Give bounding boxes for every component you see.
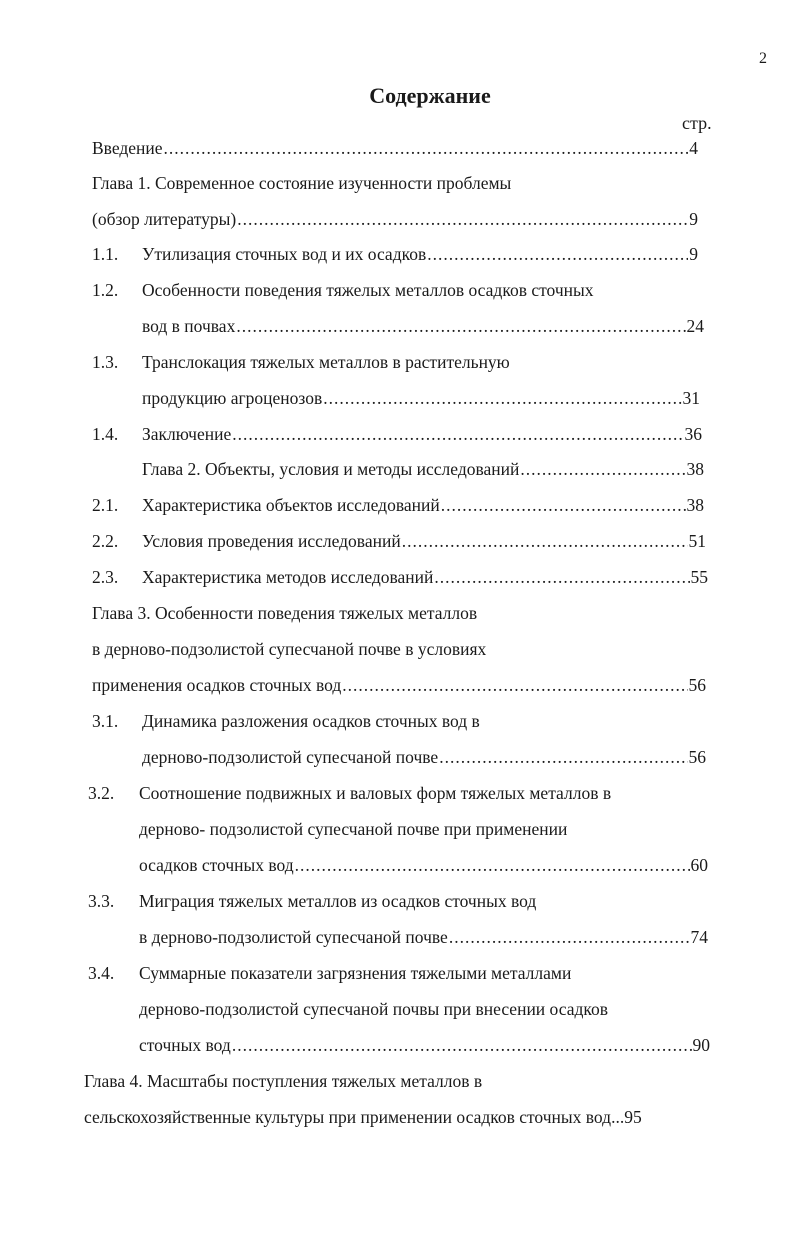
- toc-entry-chapter-2[interactable]: [142, 457, 704, 481]
- toc-entry-chapter-3-end[interactable]: [92, 673, 706, 697]
- toc-entry-text: продукцию агроценозов: [142, 388, 323, 408]
- toc-entry-page: 60: [690, 855, 708, 875]
- toc-entry-text: Глава 2. Объекты, условия и методы исследований: [142, 459, 520, 479]
- dot-leader: [449, 925, 690, 949]
- dot-leader: [402, 529, 688, 553]
- dot-leader: [520, 457, 685, 481]
- toc-entry-1-3-cont[interactable]: [142, 386, 700, 410]
- toc-entry-chapter-3-cont[interactable]: в дерново-подзолистой супесчаной почве в условиях: [92, 639, 487, 659]
- toc-entry-3-1-cont[interactable]: [142, 745, 706, 769]
- toc-entry-text: Утилизация сточных вод и их осадков: [142, 244, 427, 264]
- dot-leader: [232, 1033, 692, 1057]
- toc-section-number: 3.4.: [88, 963, 115, 983]
- toc-entry-text: (обзор литературы): [92, 209, 237, 229]
- toc-section-number: 2.3.: [92, 567, 119, 587]
- toc-entry-page: 31: [682, 388, 700, 408]
- toc-entry-1-1[interactable]: [142, 242, 698, 266]
- dot-leader: [237, 207, 688, 231]
- toc-entry-text: вод в почвах: [142, 316, 236, 336]
- dot-leader: [164, 136, 689, 160]
- dot-leader: [236, 314, 685, 338]
- toc-entry-1-3[interactable]: Транслокация тяжелых металлов в растительную: [142, 352, 510, 372]
- toc-entry-2-2[interactable]: [142, 529, 706, 553]
- toc-entry-3-2-cont[interactable]: дерново- подзолистой супесчаной почве при применении: [139, 819, 568, 839]
- toc-entry-page: 9: [689, 209, 698, 229]
- toc-entry-page: 38: [686, 495, 704, 515]
- toc-entry-chapter-4[interactable]: Глава 4. Масштабы поступления тяжелых металлов в: [84, 1071, 483, 1091]
- toc-entry-page: 90: [692, 1035, 710, 1055]
- toc-entry-chapter-1-cont[interactable]: [92, 207, 698, 231]
- toc-section-number: 3.1.: [92, 711, 119, 731]
- toc-entry-introduction[interactable]: [92, 136, 698, 160]
- toc-entry-2-3[interactable]: [142, 565, 708, 589]
- toc-entry-3-4[interactable]: Суммарные показатели загрязнения тяжелыми металлами: [139, 963, 572, 983]
- toc-entry-text: осадков сточных вод: [139, 855, 294, 875]
- toc-entry-1-2[interactable]: Особенности поведения тяжелых металлов осадков сточных: [142, 280, 594, 300]
- toc-entry-page: 4: [689, 138, 698, 158]
- toc-entry-3-3[interactable]: Миграция тяжелых металлов из осадков сточных вод: [139, 891, 537, 911]
- toc-section-number: 3.3.: [88, 891, 115, 911]
- page-column-label: стр.: [682, 113, 712, 133]
- toc-entry-2-1[interactable]: [142, 493, 704, 517]
- toc-section-number: 1.1.: [92, 244, 119, 264]
- toc-entry-page: 9: [689, 244, 698, 264]
- toc-entry-3-2[interactable]: Соотношение подвижных и валовых форм тяжелых металлов в: [139, 783, 612, 803]
- page-number: 2: [759, 50, 767, 67]
- toc-entry-page: 38: [686, 459, 704, 479]
- dot-leader: [342, 673, 687, 697]
- toc-entry-3-2-end[interactable]: [139, 853, 708, 877]
- toc-entry-chapter-1[interactable]: Глава 1. Современное состояние изученности проблемы: [92, 173, 512, 193]
- toc-section-number: 2.1.: [92, 495, 119, 515]
- toc-entry-1-4[interactable]: [142, 422, 702, 446]
- toc-entry-3-3-cont[interactable]: [139, 925, 708, 949]
- toc-entry-text: сточных вод: [139, 1035, 231, 1055]
- toc-entry-chapter-4-cont[interactable]: сельскохозяйственные культуры при применении осадков сточных вод...95: [84, 1107, 642, 1127]
- toc-entry-text: Введение: [92, 138, 163, 158]
- toc-entry-page: 55: [690, 567, 708, 587]
- toc-entry-text: в дерново-подзолистой супесчаной почве: [139, 927, 448, 947]
- dot-leader: [427, 242, 688, 266]
- toc-entry-1-2-cont[interactable]: [142, 314, 704, 338]
- toc-section-number: 1.4.: [92, 424, 119, 444]
- toc-section-number: 2.2.: [92, 531, 119, 551]
- dot-leader: [323, 386, 681, 410]
- toc-entry-text: применения осадков сточных вод: [92, 675, 342, 695]
- dot-leader: [441, 493, 686, 517]
- toc-entry-page: 36: [684, 424, 702, 444]
- toc-section-number: 1.3.: [92, 352, 119, 372]
- toc-entry-3-4-cont[interactable]: дерново-подзолистой супесчаной почвы при внесении осадков: [139, 999, 609, 1019]
- toc-entry-text: Характеристика объектов исследований: [142, 495, 440, 515]
- toc-entry-page: 56: [688, 747, 706, 767]
- toc-entry-text: Характеристика методов исследований: [142, 567, 434, 587]
- toc-entry-3-1[interactable]: Динамика разложения осадков сточных вод в: [142, 711, 480, 731]
- dot-leader: [434, 565, 689, 589]
- toc-entry-page: 24: [686, 316, 704, 336]
- toc-entry-3-4-end[interactable]: [139, 1033, 710, 1057]
- toc-entry-chapter-3[interactable]: Глава 3. Особенности поведения тяжелых металлов: [92, 603, 478, 623]
- toc-entry-page: 56: [688, 675, 706, 695]
- dot-leader: [295, 853, 690, 877]
- page-title: Содержание: [369, 83, 491, 108]
- toc-section-number: 3.2.: [88, 783, 115, 803]
- toc-entry-text: Заключение: [142, 424, 232, 444]
- toc-entry-text: дерново-подзолистой супесчаной почве: [142, 747, 439, 767]
- dot-leader: [232, 422, 683, 446]
- toc-entry-page: 51: [688, 531, 706, 551]
- dot-leader: [439, 745, 687, 769]
- toc-section-number: 1.2.: [92, 280, 119, 300]
- toc-entry-page: 74: [690, 927, 708, 947]
- toc-entry-text: Условия проведения исследований: [142, 531, 401, 551]
